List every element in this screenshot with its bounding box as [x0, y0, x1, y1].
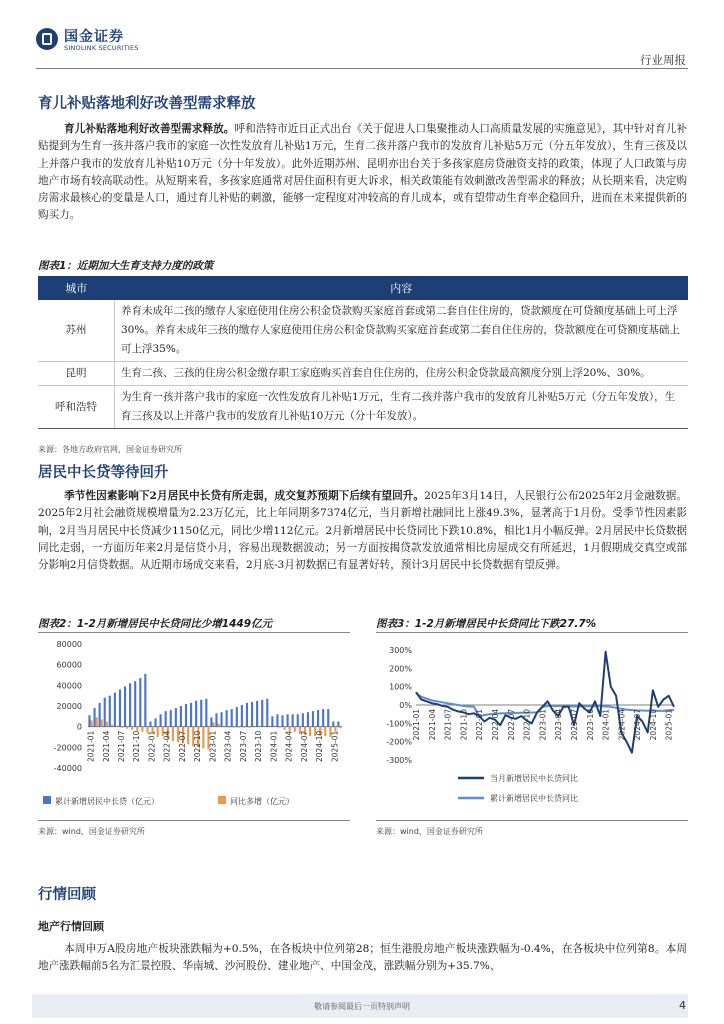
footer-disclaimer: 敬请参阅最后一页特别声明 [314, 1002, 410, 1011]
x-tick-label: 2022-04 [162, 730, 172, 763]
table-cell-city: 呼和浩特 [38, 386, 115, 429]
bar-cumulative [149, 722, 151, 727]
bar-cumulative [236, 707, 238, 727]
bar-cumulative [93, 708, 95, 727]
x-tick-label: 2024-01 [269, 730, 279, 763]
table-row [38, 362, 688, 386]
figure2-bottom-rule [38, 820, 350, 821]
legend-label-cumulative: 累计新增居民中长贷（亿元） [55, 797, 159, 806]
legend-swatch-cumulative [43, 796, 51, 804]
figure1-caption: 图表1：近期加大生育支持力度的政策 [38, 260, 214, 272]
x-tick-label: 2021-04 [101, 730, 111, 763]
bar-diff [243, 727, 245, 728]
x-tick-label: 2022-01 [475, 709, 485, 741]
bar-cumulative [88, 715, 90, 726]
bar-cumulative [175, 708, 177, 727]
x-tick-label: 2023-01 [538, 709, 548, 741]
x-tick-label: 2023-04 [554, 709, 564, 741]
x-tick-label: 2021-04 [427, 709, 437, 741]
header-divider [36, 68, 688, 69]
section-title-loans: 居民中长贷等待回升 [38, 465, 169, 481]
y-tick-label: -20000 [53, 743, 82, 753]
y-tick-label: 100% [389, 682, 412, 692]
x-tick-label: 2024-10 [648, 709, 658, 741]
table-header-city: 城市 [38, 276, 115, 300]
bar-diff [126, 727, 128, 729]
bar-cumulative [165, 711, 167, 727]
section-title-market: 行情回顾 [38, 887, 96, 903]
bar-cumulative [297, 714, 299, 726]
bar-diff [294, 727, 296, 732]
x-tick-label: 2023-07 [238, 730, 248, 763]
figure2-caption-rule [38, 632, 350, 633]
bar-diff [218, 724, 220, 727]
bar-cumulative [200, 700, 202, 727]
bar-cumulative [109, 696, 111, 727]
x-tick-label: 2024-04 [617, 709, 627, 741]
y-tick-label: 0% [399, 701, 412, 710]
x-tick-label: 2024-07 [299, 730, 309, 763]
loan-volume-chart [38, 636, 350, 818]
loan-yoy-chart [376, 636, 688, 818]
x-tick-label: 2025-01 [664, 709, 674, 741]
bar-cumulative [205, 699, 207, 727]
x-tick-label: 2023-10 [254, 730, 264, 763]
bar-cumulative [154, 718, 156, 726]
market-subtitle: 地产行情回顾 [38, 920, 104, 933]
bar-diff [248, 727, 250, 728]
y-tick-label: 80000 [56, 640, 82, 649]
bar-cumulative [307, 712, 309, 726]
bar-cumulative [119, 689, 121, 726]
bar-diff [106, 722, 108, 727]
bar-cumulative [292, 714, 294, 726]
bar-cumulative [220, 712, 222, 726]
y-tick-label: -40000 [53, 764, 82, 773]
bar-diff [121, 727, 123, 728]
x-tick-label: 2022-10 [522, 709, 532, 741]
figure3-source: 来源：wind，国金证券研究所 [376, 827, 483, 836]
x-tick-label: 2022-07 [506, 709, 516, 741]
bar-cumulative [195, 701, 197, 727]
bar-cumulative [246, 703, 248, 727]
figure3-caption-rule [376, 632, 688, 633]
market-paragraph [38, 941, 687, 976]
report-type-label: 行业周报 [640, 53, 686, 67]
y-tick-label: -100% [386, 719, 412, 729]
bar-cumulative [317, 710, 319, 727]
x-tick-label: 2022-04 [490, 709, 500, 741]
bar-cumulative [281, 715, 283, 726]
x-tick-label: 2022-10 [193, 730, 203, 763]
bar-cumulative [129, 683, 131, 726]
bar-diff [111, 725, 113, 727]
table-cell-city: 苏州 [38, 300, 115, 362]
bar-diff [289, 727, 291, 731]
x-tick-label: 2021-10 [459, 709, 469, 741]
y-tick-label: 60000 [56, 660, 82, 670]
bar-cumulative [99, 703, 101, 727]
bar-diff [273, 726, 275, 727]
y-tick-label: -300% [386, 756, 412, 765]
bar-cumulative [322, 709, 324, 727]
bar-cumulative [337, 722, 339, 727]
subsidy-body: 呼和浩特市近日正式出台《关于促进人口集聚推动人口高质量发展的实施意见》，其中针对育儿补贴提到为生育一孩并落户我市的家庭一次性发放育儿补贴1万元，生育二孩并落户我市的发放育儿补贴5万元（分五年发放），生育三孩及以上并落户我市的发放育儿补贴10万元（分十年发放）。此外近期苏州、昆明亦出台关于多孩家庭房贷融资支持的政策，体现了人口政策与房地产市场有较高联动性。从短期来看，多孩家庭通常对居住面积有更大诉求，相关政策能有效刺激改善型需求的释放；从长期来看，决定购房需求最核心的变量是人口，通过育儿补贴的刺激，能够一定程度对冲较高的育儿成本，或有望带动生育率企稳回升，进而在未来提供新的购买力。 [38, 123, 688, 222]
x-tick-label: 2021-10 [132, 730, 142, 763]
legend-label-monthly: 当月新增居民中长贷同比 [490, 774, 578, 783]
bar-cumulative [271, 716, 273, 726]
loans-lead: 季节性因素影响下2月居民中长贷有所走弱，成交复苏预期下后续有望回升。 [64, 490, 425, 502]
bar-diff [212, 723, 214, 727]
loans-paragraph [38, 488, 687, 574]
subsidy-paragraph [38, 121, 687, 225]
x-tick-label: 2021-01 [412, 709, 421, 741]
bar-cumulative [170, 710, 172, 727]
company-logo [36, 26, 156, 54]
bar-cumulative [241, 705, 243, 727]
x-tick-label: 2021-07 [117, 730, 127, 763]
x-tick-label: 2024-10 [315, 730, 325, 763]
policy-table [38, 276, 688, 429]
bar-diff [238, 727, 240, 728]
bar-cumulative [124, 686, 126, 726]
bar-cumulative [139, 678, 141, 727]
page-number: 4 [679, 999, 686, 1012]
x-tick-label: 2024-04 [284, 730, 294, 763]
y-tick-label: 300% [389, 646, 412, 655]
x-tick-label: 2021-01 [86, 730, 96, 763]
bar-cumulative [332, 722, 334, 727]
table-cell-content: 养育未成年二孩的缴存人家庭使用住房公积金贷款购买家庭首套或第二套自住住房的，贷款额度在可贷额度基础上可上浮30%。养育未成年三孩的缴存人家庭使用住房公积金贷款购买家庭首套或第二套自住住房的，贷款额度在可贷额度基础上可上浮35%。 [115, 300, 689, 362]
market-body: 本周申万A股房地产板块涨跌幅为+0.5%，在各板块中位列第28；恒生港股房地产板块涨跌幅为-0.4%，在各板块中位列第8。本周地产涨跌幅前5名为汇景控股、华南城、沙河股份、建业地产、中国金茂，涨跌幅分别为+35.7%、 [38, 943, 687, 973]
bar-diff [339, 727, 341, 729]
bar-diff [202, 727, 204, 749]
bar-cumulative [251, 702, 253, 727]
legend-swatch-diff [218, 796, 226, 804]
x-tick-label: 2025-01 [330, 730, 340, 763]
bar-diff [309, 727, 311, 736]
legend-label-diff: 同比多增（亿元） [230, 797, 294, 806]
bar-cumulative [104, 698, 106, 727]
figure3-bottom-rule [376, 820, 688, 821]
bar-diff [233, 727, 235, 728]
bar-diff [263, 726, 265, 727]
bar-diff [187, 727, 189, 745]
bar-cumulative [312, 711, 314, 727]
table-cell-city: 昆明 [38, 362, 115, 386]
bar-diff [228, 727, 230, 728]
sinolink-logo-icon [36, 28, 58, 50]
section-title-subsidy: 育儿补贴落地利好改善型需求释放 [38, 96, 256, 112]
bar-cumulative [327, 709, 329, 727]
x-tick-label: 2023-10 [585, 709, 595, 741]
bar-diff [279, 727, 281, 728]
bar-cumulative [190, 703, 192, 727]
y-tick-label: 200% [389, 664, 412, 674]
bar-cumulative [302, 713, 304, 726]
table-row [38, 300, 688, 362]
table-header-content: 内容 [115, 276, 689, 300]
bar-diff [141, 727, 143, 732]
bar-diff [324, 727, 326, 736]
bar-diff [157, 727, 159, 737]
bar-diff [96, 717, 98, 726]
bar-diff [116, 726, 118, 727]
bar-cumulative [180, 706, 182, 727]
bar-cumulative [226, 710, 228, 727]
bar-cumulative [231, 709, 233, 727]
table-row [38, 386, 688, 429]
bar-cumulative [210, 717, 212, 726]
y-tick-label: 20000 [56, 702, 82, 711]
y-tick-label: 40000 [56, 681, 82, 691]
bar-cumulative [256, 701, 258, 727]
subsidy-lead: 育儿补贴落地利好改善型需求释放。 [64, 123, 235, 135]
figure1-source: 来源：各地方政府官网，国金证券研究所 [38, 445, 182, 454]
x-tick-label: 2022-07 [177, 730, 187, 763]
y-tick-label: 0 [76, 722, 82, 732]
bar-cumulative [287, 714, 289, 726]
bar-diff [172, 727, 174, 741]
logo-chinese-name: 国金证券 [64, 29, 124, 45]
x-tick-label: 2023-07 [569, 709, 579, 741]
bar-diff [284, 727, 286, 730]
bar-diff [136, 727, 138, 731]
bar-cumulative [160, 714, 162, 726]
bar-cumulative [134, 681, 136, 726]
bar-cumulative [261, 700, 263, 727]
bar-cumulative [266, 699, 268, 727]
loans-body: 2025年3月14日，人民银行公布2025年2月金融数据。2025年2月社会融资规模增量为2.23万亿元，比上年同期多7374亿元，当月新增社融同比上涨49.3%，显著高于1月份。受季节性因素影响，2月当月居民中长贷减少1150亿元，同比少增112亿元。2月新增居民中长贷同比下跌10.8%，相比1月小幅反弹。2月居民中长贷数据同比走弱，一方面历年来2月是信贷小月，容易出现数据波动；另一方面按揭贷款发放通常相比房屋成交有所延迟，1月假期成交真空或部分影响2月信贷数据。从近期市场成交来看，2月底-3月初数据已有显著好转，预计3月居民中长贷数据有望反弹。 [38, 490, 687, 572]
x-tick-label: 2024-01 [601, 709, 611, 741]
figure3-caption: 图表3：1-2月新增居民中长贷同比下跌27.7% [376, 618, 597, 630]
table-cell-content: 生育二孩、三孩的住房公积金缴存职工家庭购买首套自住住房的，住房公积金贷款最高额度分别上浮20%、30%。 [115, 362, 689, 386]
bar-cumulative [215, 713, 217, 726]
bar-cumulative [185, 704, 187, 727]
bar-diff [101, 719, 103, 726]
legend-label-cumulative-yoy: 累计新增居民中长贷同比 [490, 794, 578, 803]
x-tick-label: 2024-07 [633, 709, 643, 741]
y-tick-label: -200% [386, 737, 412, 747]
bar-cumulative [276, 714, 278, 726]
x-tick-label: 2022-01 [147, 730, 157, 763]
bar-diff [131, 727, 133, 730]
x-tick-label: 2023-04 [223, 730, 233, 763]
figure2-caption: 图表2：1-2月新增居民中长贷同比少增1449亿元 [38, 618, 272, 630]
bar-cumulative [114, 693, 116, 727]
x-tick-label: 2021-07 [443, 709, 453, 741]
logo-english-name: SINOLINK SECURITIES [64, 44, 139, 52]
bar-cumulative [144, 674, 146, 727]
figure2-source: 来源：wind，国金证券研究所 [38, 827, 145, 836]
x-tick-label: 2023-01 [208, 730, 218, 763]
bar-diff [91, 720, 93, 726]
table-cell-content: 为生育一孩并落户我市的家庭一次性发放育儿补贴1万元，生育二孩并落户我市的发放育儿补贴5万元（分五年发放），生育三孩及以上并落户我市的发放育儿补贴10万元（分十年发放）。 [115, 386, 689, 429]
